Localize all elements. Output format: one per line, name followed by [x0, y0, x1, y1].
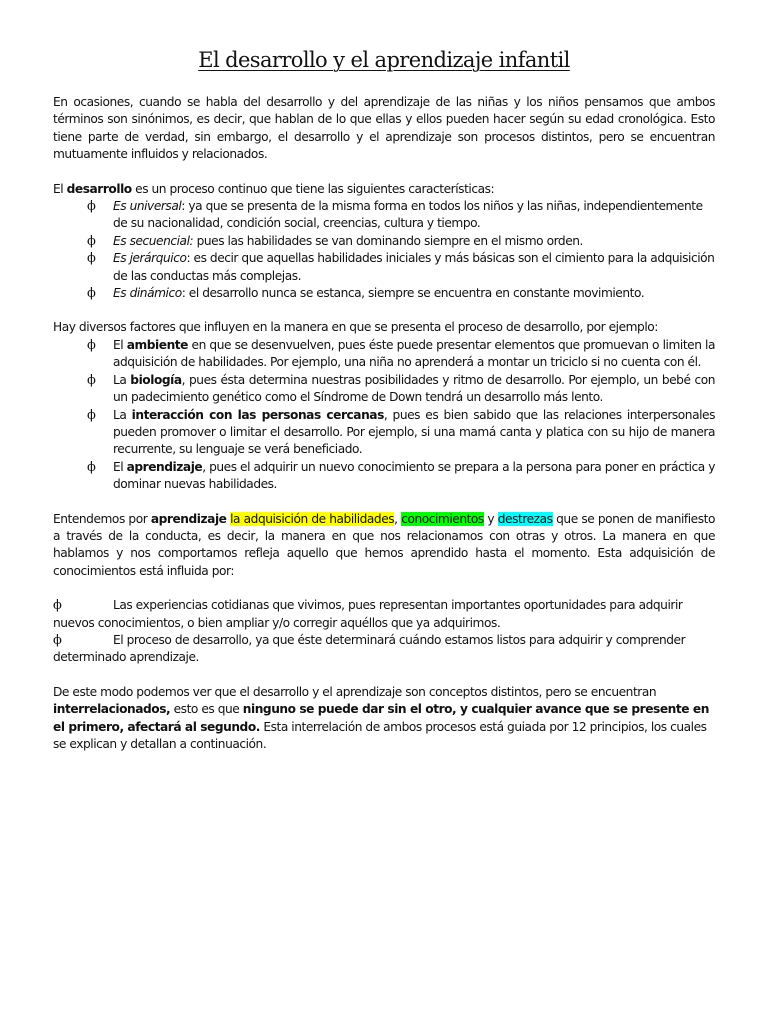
factor-term: ambiente: [126, 337, 188, 352]
factor-term: interacción con las personas cercanas: [131, 407, 384, 422]
list-item: [87, 459, 715, 494]
bullet-phi-icon: ϕ: [87, 337, 96, 353]
conclusion-bold-1: interrelacionados,: [53, 702, 171, 717]
separator-comma: ,: [394, 511, 402, 526]
bullet-phi-icon: ϕ: [87, 233, 96, 249]
factor-term: biología: [130, 372, 182, 387]
list-item: [87, 233, 715, 250]
factores-lead: Hay diversos factores que influyen en la manera en que se presenta el proceso de desarrollo, por ejemplo:: [53, 320, 658, 335]
aprendizaje-post: que se ponen de manifiesto a través de la conducta, es decir, la manera en que nos relacionamos con otras y otros. La manera en que hablamos y nos comportamos refleja aquello que hemos aprendido hasta el momento. Esta adquisición de conocimientos está influida por:: [53, 511, 715, 578]
factor-text: , pues es bien sabido que las relaciones interpersonales pueden promover o limitar el desarrollo. Por ejemplo, si una mamá canta y platica con su hijo de manera recurrente, su lenguaje se verá beneficiado.: [113, 407, 715, 457]
characteristic-term: Es secuencial:: [113, 233, 194, 248]
intro-paragraph: En ocasiones, cuando se habla del desarrollo y del aprendizaje de las niñas y los niños pensamos que ambos términos son sinónimos, es decir, que hablan de lo que ellas y ellos pueden hacer según su edad cronológica. Esto tiene parte de verdad, sin embargo, el desarrollo y el aprendizaje son procesos distintos, pero se encuentran mutuamente influidos y relacionados.: [53, 95, 715, 162]
bullet-phi-icon: ϕ: [87, 199, 96, 215]
spacer: [53, 302, 715, 319]
highlight-yellow: la adquisición de habilidades: [230, 511, 395, 526]
separator-y: y: [483, 511, 498, 526]
bullet-phi-icon: ϕ: [53, 632, 62, 648]
characteristic-term: Es universal: [113, 199, 182, 214]
factor-text: en que se desenvuelven, pues éste puede presentar elementos que promuevan o limiten la adquisición de habilidades. Por ejemplo, una niña no aprenderá a montar un triciclo si no cuenta con él.: [113, 337, 715, 370]
desarrollo-characteristics-list: [53, 198, 715, 302]
document-page: [53, 46, 715, 753]
characteristic-text: pues las habilidades se van dominando siempre en el mismo orden.: [193, 233, 583, 248]
desarrollo-term: desarrollo: [66, 181, 132, 196]
conclusion-post: Esta interrelación de ambos procesos está guiada por 12 principios, los cuales se explican y detallan a continuación.: [53, 719, 707, 751]
factor-text: , pues el adquirir un nuevo conocimiento se prepara a la persona para poner en práctica y dominar nuevas habilidades.: [113, 459, 715, 492]
aprendizaje-term: aprendizaje: [150, 511, 227, 526]
characteristic-term: Es dinámico: [113, 286, 182, 301]
factor-pre: La: [113, 372, 131, 387]
aprendizaje-pre: Entendemos por: [53, 511, 151, 526]
bullet-phi-icon: ϕ: [87, 251, 96, 267]
desarrollo-lead-post: es un proceso continuo que tiene las siguientes características:: [131, 181, 495, 196]
influence-text: Las experiencias cotidianas que vivimos, pues representan importantes oportunidades para adquirir nuevos conocimientos, o bien ampliar y/o corregir aquéllos que ya adquirimos.: [53, 598, 683, 630]
influence-text: El proceso de desarrollo, ya que éste determinará cuándo estamos listos para adquirir y comprender determinado aprendizaje.: [53, 632, 686, 665]
list-item: [87, 250, 715, 285]
characteristic-text: : ya que se presenta de la misma forma en todos los niños y las niñas, independientemente de su nacionalidad, condición social, creencias, cultura y tiempo.: [113, 199, 703, 231]
bullet-phi-icon: ϕ: [87, 286, 96, 302]
spacer: [53, 580, 715, 597]
spacer: [53, 164, 715, 181]
list-item: [87, 337, 715, 372]
characteristic-text: : el desarrollo nunca se estanca, siempre se encuentra en constante movimiento.: [181, 286, 645, 301]
influence-item: [53, 632, 715, 667]
conclusion-pre: De este modo podemos ver que el desarrollo y el aprendizaje son conceptos distintos, pero se encuentran: [53, 684, 657, 699]
desarrollo-lead: [53, 181, 715, 198]
factor-pre: El: [113, 337, 127, 352]
factores-list: [53, 337, 715, 494]
influence-item: [53, 597, 715, 632]
bullet-phi-icon: ϕ: [87, 407, 96, 423]
conclusion-paragraph: [53, 684, 715, 754]
factor-pre: La: [113, 407, 132, 422]
list-item: [87, 372, 715, 407]
conclusion-bold-2: ninguno se puede dar sin el otro, y cualquier avance que se presente en el primero, afectará al segundo.: [53, 702, 709, 734]
bullet-phi-icon: ϕ: [87, 459, 96, 475]
bullet-phi-icon: ϕ: [87, 372, 96, 388]
aprendizaje-paragraph: [53, 511, 715, 581]
highlight-green: conocimientos: [401, 511, 484, 526]
desarrollo-lead-pre: El: [53, 181, 67, 196]
characteristic-text: : es decir que aquellas habilidades iniciales y más básicas son el cimiento para la adquisición de las conductas más complejas.: [113, 251, 715, 283]
bullet-phi-icon: ϕ: [53, 598, 62, 614]
characteristic-term: Es jerárquico: [113, 251, 187, 266]
factor-pre: El: [113, 459, 127, 474]
highlight-cyan: destrezas: [497, 511, 553, 526]
spacer: [53, 494, 715, 511]
spacer: [53, 667, 715, 684]
factor-text: , pues ésta determina nuestras posibilidades y ritmo de desarrollo. Por ejemplo, un bebé con un padecimiento genético como el Síndrome de Down tendrá un desarrollo más lento.: [113, 372, 715, 405]
conclusion-mid: esto es que: [170, 702, 243, 717]
list-item: [87, 285, 715, 302]
list-item: [87, 407, 715, 459]
page-title: El desarrollo y el aprendizaje infantil: [198, 48, 570, 72]
list-item: [87, 198, 715, 233]
factor-term: aprendizaje: [126, 459, 203, 474]
